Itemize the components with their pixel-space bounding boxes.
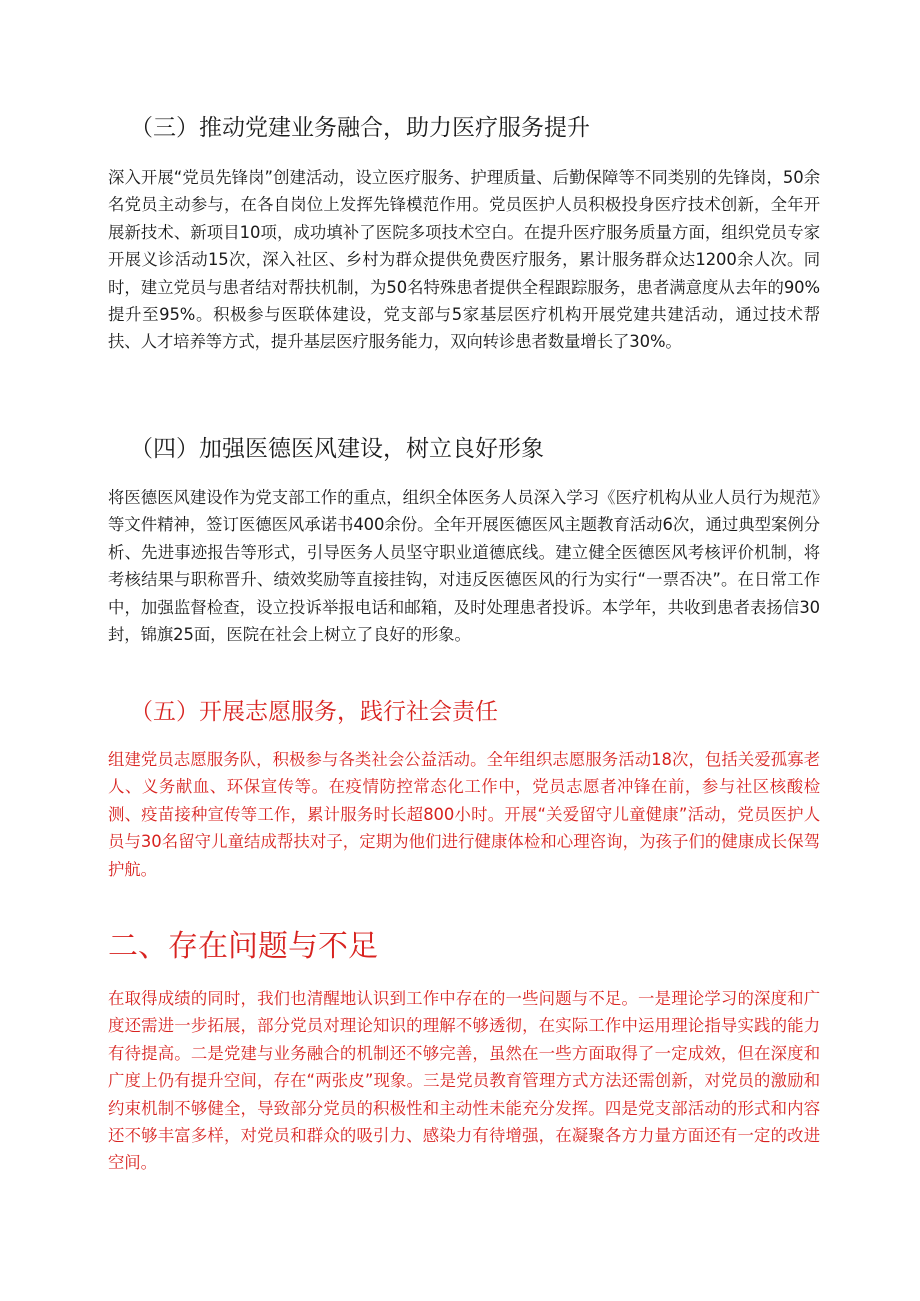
section-problems — [108, 927, 820, 1177]
section-five-body: 组建党员志愿服务队，积极参与各类社会公益活动。全年组织志愿服务活动18次，包括关爱孤寡老人、义务献血、环保宣传等。在疫情防控常态化工作中，党员志愿者冲锋在前，参与社区核酸检测、疫苗接种宣传等工作，累计服务时长超800小时。开展“关爱留守儿童健康”活动，党员医护人员与30名留守儿童结成帮扶对子，定期为他们进行健康体检和心理咨询，为孩子们的健康成长保驾护航。 — [108, 750, 820, 879]
section-three — [108, 113, 820, 356]
section-problems-heading: 二、存在问题与不足 — [108, 929, 378, 964]
section-problems-body: 在取得成绩的同时，我们也清醒地认识到工作中存在的一些问题与不足。一是理论学习的深度和广度还需进一步拓展，部分党员对理论知识的理解不够透彻，在实际工作中运用理论指导实践的能力有待提高。二是党建与业务融合的机制还不够完善，虽然在一些方面取得了一定成效，但在深度和广度上仍有提升空间，存在“两张皮”现象。三是党员教育管理方式方法还需创新，对党员的激励和约束机制不够健全，导致部分党员的积极性和主动性未能充分发挥。四是党支部活动的形式和内容还不够丰富多样，对党员和群众的吸引力、感染力有待增强，在凝聚各方力量方面还有一定的改进空间。 — [108, 989, 820, 1173]
section-five-heading: （五）开展志愿服务，践行社会责任 — [130, 699, 498, 725]
section-five — [108, 697, 820, 883]
section-four — [108, 434, 820, 648]
section-four-body: 将医德医风建设作为党支部工作的重点，组织全体医务人员深入学习《医疗机构从业人员行为规范》等文件精神，签订医德医风承诺书400余份。全年开展医德医风主题教育活动6次，通过典型案例分析、先进事迹报告等形式，引导医务人员坚守职业道德底线。建立健全医德医风考核评价机制，将考核结果与职称晋升、绩效奖励等直接挂钩，对违反医德医风的行为实行“一票否决”。在日常工作中，加强监督检查，设立投诉举报电话和邮箱，及时处理患者投诉。本学年，共收到患者表扬信30封，锦旗25面，医院在社会上树立了良好的形象。 — [108, 488, 820, 645]
section-four-heading: （四）加强医德医风建设，树立良好形象 — [130, 436, 544, 462]
section-three-heading: （三）推动党建业务融合，助力医疗服务提升 — [130, 115, 590, 141]
section-three-body: 深入开展“党员先锋岗”创建活动，设立医疗服务、护理质量、后勤保障等不同类别的先锋岗，50余名党员主动参与，在各自岗位上发挥先锋模范作用。党员医护人员积极投身医疗技术创新，全年开展新技术、新项目10项，成功填补了医院多项技术空白。在提升医疗服务质量方面，组织党员专家开展义诊活动15次，深入社区、乡村为群众提供免费医疗服务，累计服务群众达1200余人次。同时，建立党员与患者结对帮扶机制，为50名特殊患者提供全程跟踪服务，患者满意度从去年的90%提升至95%。积极参与医联体建设，党支部与5家基层医疗机构开展党建共建活动，通过技术帮扶、人才培养等方式，提升基层医疗服务能力，双向转诊患者数量增长了30%。 — [108, 168, 820, 352]
